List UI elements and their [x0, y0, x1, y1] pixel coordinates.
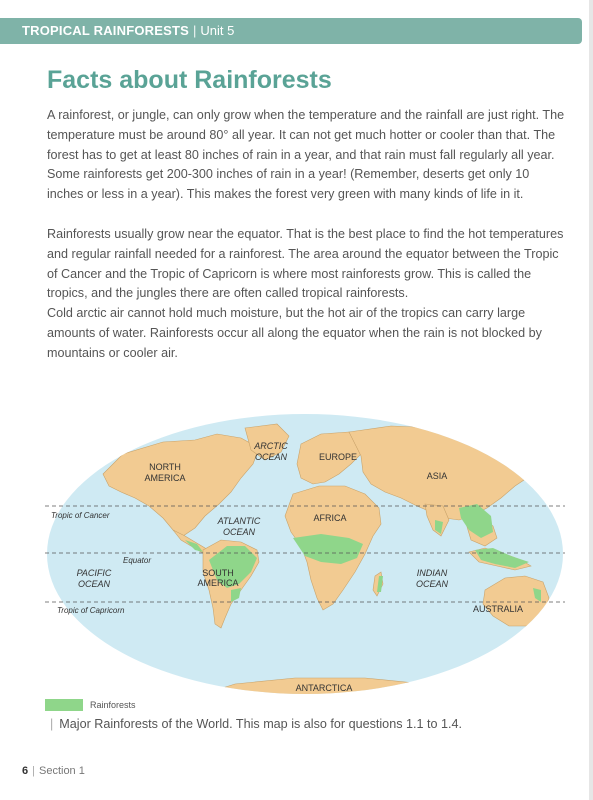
australia-label: AUSTRALIA: [472, 604, 524, 614]
tropic-of-capricorn-label: Tropic of Capricorn: [57, 606, 125, 615]
north-america-label-line1: NORTH: [149, 462, 181, 472]
new-zealand: [555, 620, 563, 640]
arctic-ocean-label-line1: ARCTIC: [254, 441, 288, 451]
unit-label: Unit 5: [200, 23, 235, 38]
indian-ocean-label-line2: OCEAN: [415, 579, 449, 589]
atlantic-ocean-label-line2: OCEAN: [222, 527, 256, 537]
asia-label: ASIA: [426, 471, 448, 481]
indian-ocean-label-line1: INDIAN: [416, 568, 448, 578]
legend-rainforest-label: Rainforests: [90, 700, 136, 710]
world-map: [45, 412, 565, 702]
page-title: Facts about Rainforests: [47, 66, 332, 94]
africa-label: AFRICA: [313, 513, 347, 523]
paragraph-1: A rainforest, or jungle, can only grow when the temperature and the rainfall are just right. The temperature must be around 80° all year. It can not get much hotter or cooler than that. The forest has to get at least 80 inches of rain in a year, and that rain must fall regularly all year. Some rainforests get 200-300 inches of rain in a year! (Remember, deserts get only 10 inches or less in a year). This makes the forest very green with many kinds of life in it.: [47, 108, 565, 202]
header-separator: |: [193, 23, 197, 38]
page-number: 6: [22, 765, 29, 777]
caption-text: Major Rainforests of the World. This map is also for questions 1.1 to 1.4.: [59, 717, 463, 731]
pacific-ocean-label-line2: OCEAN: [77, 579, 111, 589]
south-america-label-line1: SOUTH: [202, 568, 234, 578]
footer-section: Section 1: [38, 765, 85, 777]
section-title: TROPICAL RAINFORESTS: [22, 23, 189, 38]
paragraph-3: Cold arctic air cannot hold much moisture, but the hot air of the tropics can carry large amounts of water. Rainforests occur all along the equator when the rain is not blocked by mountains or cooler air.: [47, 306, 542, 360]
footer-separator: |: [32, 765, 35, 777]
page-edge: [589, 0, 593, 800]
antarctica-label: ANTARCTICA: [295, 683, 353, 693]
europe-label: EUROPE: [318, 452, 358, 462]
atlantic-ocean-label-line1: ATLANTIC: [217, 516, 261, 526]
pacific-ocean-label-line1: PACIFIC: [76, 568, 112, 578]
arctic-ocean-label-line2: OCEAN: [254, 452, 288, 462]
north-america-label-line2: AMERICA: [144, 473, 186, 483]
running-header: [22, 23, 234, 38]
tropic-of-cancer-label: Tropic of Cancer: [51, 511, 110, 520]
legend-rainforest-swatch: [45, 699, 83, 711]
map-caption: [50, 717, 462, 731]
world-map-svg: [45, 412, 565, 702]
south-america-label-line2: AMERICA: [197, 578, 239, 588]
page-footer: [22, 765, 85, 777]
paragraph-2: Rainforests usually grow near the equator. That is the best place to find the hot temperatures and regular rainfall needed for a rainforest. The area around the equator between the Tropic of Cancer and the Tropic of Capricorn is where most rainforests grow. This is called the tropics, and the jungles there are often called tropical rainforests.: [47, 227, 564, 301]
caption-bar: |: [50, 717, 54, 731]
equator-label: Equator: [123, 556, 152, 565]
